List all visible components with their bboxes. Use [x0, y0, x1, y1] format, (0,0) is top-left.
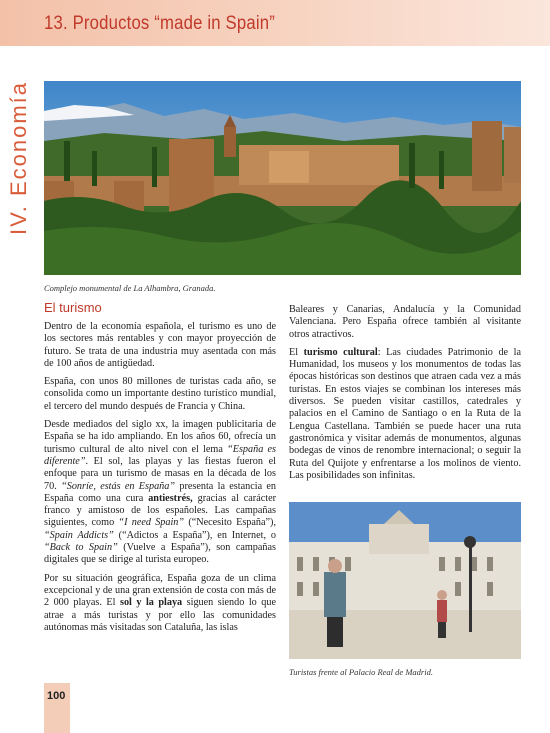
article-heading: El turismo [44, 300, 102, 315]
paragraph: Por su situación geográfica, España goza de un clima excepcional y de una gran extensión de costa con más de 2 000 playas. El sol y la playa siguen siendo lo que atrae a más turistas y por ello las comunidades autónomas más visitadas son Cataluña, las islas [44, 572, 276, 633]
section-label-text: IV. Economía [6, 80, 31, 236]
paragraph: Baleares y Canarias, Andalucía y la Comunidad Valenciana. Pero España ofrece también al visitante otros atractivos. [289, 304, 521, 340]
paragraph: El turismo cultural: Las ciudades Patrimonio de la Humanidad, los museos y los monumentos de todas las épocas históricas son destinos que atraen cada vez a más turistas. En estos viajes se combinan los intereses más diversos. Se pueden visitar castillos, catedrales y palacios en el Camino de Santiago o en la Ruta de la Lengua Castellana. También se puede hacer una ruta gastronómica y visitar además de monumentos, algunas bodegas de vinos de renombre internacional; o seguir la Ruta del Quijote y enfrentarse a los molinos de viento. Las posibilidades son infinitas. [289, 346, 521, 481]
palacio-real-photo [289, 502, 521, 659]
article-column-right [289, 304, 521, 488]
paragraph: España, con unos 80 millones de turistas cada año, se consolida como un importante destino turístico mundial, el tercero del mundo después de Francia y China. [44, 376, 276, 412]
paragraph: Desde mediados del siglo xx, la imagen publicitaria de España se ha ido ampliando. En los años 60, ofrecía un turismo cultural de alto nivel con el lema “España es diferente”. El sol, las playas y las fiestas fueron el enfoque para un turismo de masas en la década de los 70. “Sonríe, estás en España” presenta la estancia en España como una cura antiestrés, gracias al carácter franco y amistoso de los españoles. Las campañas siguientes, como “I need Spain” (“Necesito España”), “Spain Addicts” (“Adictos a España”), en Internet, o “Back to Spain” (Vuelve a España”), son campañas digitales que se dirige al turista europeo. [44, 419, 277, 566]
chapter-header-band [0, 0, 550, 46]
section-side-label [4, 78, 34, 238]
chapter-title: 13. Productos “made in Spain” [44, 13, 275, 34]
paragraph: Dentro de la economía española, el turismo es uno de los sectores más rentables y con mayor proyección de futuro. Se trata de una industria muy asentada con más de 100 años de antigüedad. [44, 321, 276, 369]
palacio-caption: Turistas frente al Palacio Real de Madrid. [289, 667, 433, 677]
article-column-left [44, 321, 276, 640]
alhambra-caption: Complejo monumental de La Alhambra, Granada. [44, 283, 216, 293]
page-number: 100 [47, 690, 66, 702]
alhambra-photo [44, 81, 521, 275]
